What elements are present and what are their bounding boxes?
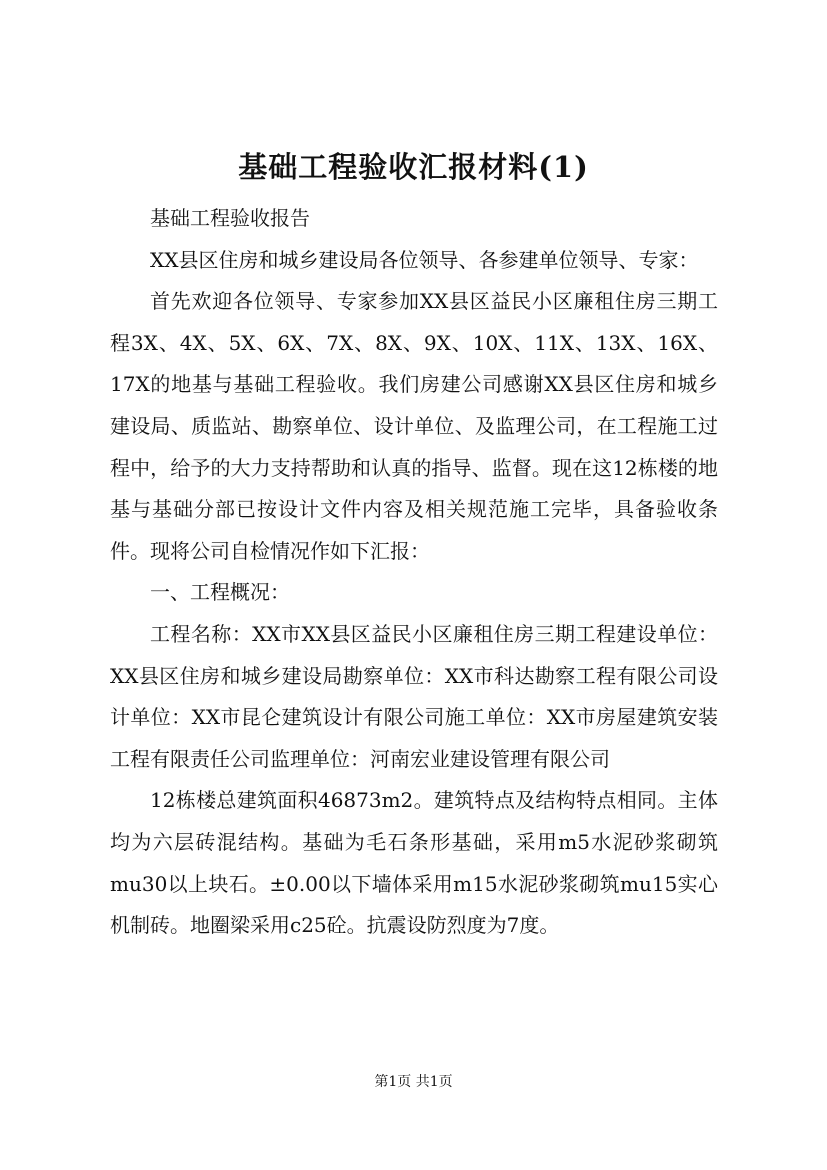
document-body [110,198,718,947]
document-title: 基础工程验收汇报材料(1) [238,150,589,184]
paragraph-structure-details: 12栋楼总建筑面积46873m2。建筑特点及结构特点相同。主体均为六层砖混结构。基础为毛石条形基础，采用m5水泥砂浆砌筑mu30以上块石。±0.00以下墙体采用m15水泥砂浆砌筑mu15实心机制砖。地圈梁采用c25砼。抗震设防烈度为7度。 [110,788,718,938]
paragraph-salutation: XX县区住房和城乡建设局各位领导、各参建单位领导、专家： [150,247,699,272]
page-footer: 第1页 共1页 [374,1074,453,1090]
section-heading-project-overview: 一、工程概况： [150,580,290,605]
paragraph-report-heading: 基础工程验收报告 [150,206,310,230]
paragraph-project-parties: 工程名称：XX市XX县区益民小区廉租住房三期工程建设单位：XX县区住房和城乡建设局勘察单位：XX市科达勘察工程有限公司设计单位：XX市昆仑建筑设计有限公司施工单位：XX市房屋建筑安装工程有限责任公司监理单位：河南宏业建设管理有限公司 [110,621,718,771]
paragraph-introduction: 首先欢迎各位领导、专家参加XX县区益民小区廉租住房三期工程3X、4X、5X、6X、7X、8X、9X、10X、11X、13X、16X、17X的地基与基础工程验收。我们房建公司感谢XX县区住房和城乡建设局、质监站、勘察单位、设计单位、及监理公司，在工程施工过程中，给予的大力支持帮助和认真的指导、监督。现在这12栋楼的地基与基础分部已按设计文件内容及相关规范施工完毕，具备验收条件。现将公司自检情况作如下汇报： [110,289,718,563]
